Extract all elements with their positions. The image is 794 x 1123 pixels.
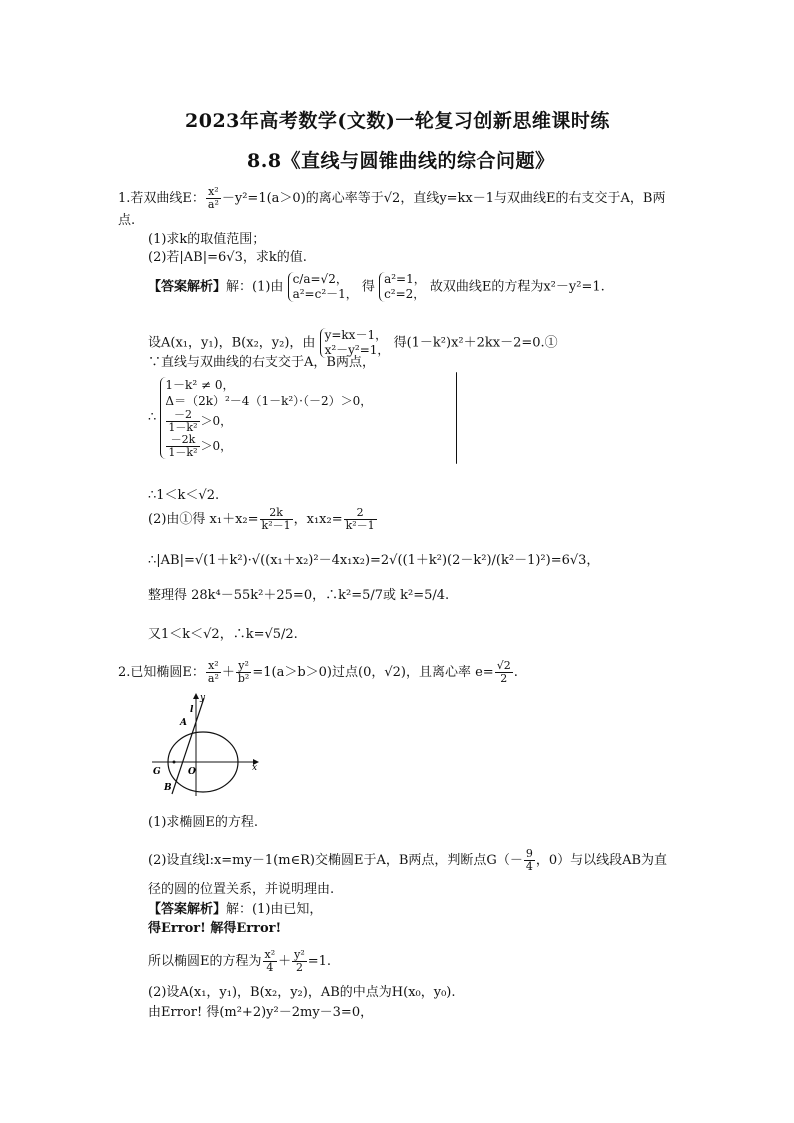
ellipse-figure [148, 690, 263, 800]
problem-1-question-2: (2)若|AB|=6√3，求k的值. [148, 250, 307, 265]
problem-2-ellipse-eq: 所以椭圆E的方程为 $\frac{\text{x²}}{4}$ ＋ $\frac{\text{y²}}{2}$ =1. [148, 948, 332, 974]
problem-1-setup: 设A(x₁，y₁)，B(x₂，y₂)，由 y=kx－1， x²－y²=1， 得(1－k²)x²＋2kx－2=0.① [148, 328, 558, 357]
problem-1-final: 又1＜k＜√2，∴k=√5/2. [148, 627, 298, 642]
page-title: 2023年高考数学(文数)一轮复习创新思维课时练 [185, 110, 610, 132]
figure-label-g: G [153, 767, 161, 777]
problem-2-question-2-cont: 径的圆的位置关系，并说明理由. [148, 882, 335, 897]
problem-1-question-1: (1)求k的取值范围； [148, 232, 266, 247]
problem-1-simplify: 整理得 28k⁴－55k²＋25=0，∴k²=5/7或 k²=5/4. [148, 588, 450, 603]
figure-label-a: A [180, 718, 187, 728]
problem-1-line-1: 1.若双曲线E： $\frac{\text{x²}}{\text{a²}}$ －y²=1(a＞0)的离心率等于√2，直线y=kx－1与双曲线E的右支交于A，B两 [118, 185, 666, 211]
figure-label-o: O [188, 767, 196, 777]
page-subtitle: 8.8《直线与圆锥曲线的综合问题》 [247, 150, 555, 172]
problem-1-because: ∵直线与双曲线的右支交于A，B两点， [148, 355, 375, 370]
figure-label-b: B [164, 783, 172, 793]
problem-1-line-2: 点. [118, 213, 136, 228]
problem-2-error-line: 得Error! 解得Error! [148, 921, 282, 936]
figure-label-l: l [190, 705, 194, 715]
problem-1-conditions: ∴ 1－k² ≠ 0， Δ＝（2k）²－4（1－k²）·（－2）＞0， $\frac{-2}{\text{1－k²}}$ ＞0， $\frac{-2k}{\text{1－k²}}$ ＞0， [148, 372, 457, 464]
figure-label-y: y [200, 693, 206, 703]
problem-2-line-1: 2.已知椭圆E： $\frac{\text{x²}}{\text{a²}}$ ＋ $\frac{\text{y²}}{\text{b²}}$ =1(a＞b＞0)过点(0，√2)，且离心率 e= $\frac{√2}{2}$ . [118, 659, 518, 685]
problem-1-part-2: (2)由①得 x₁＋x₂= $\frac{2k}{\text{k²－1}}$ ，x₁x₂= $\frac{2}{\text{k²－1}}$ [148, 506, 375, 532]
problem-2-part-2-system: 由Error! 得(m²+2)y²－2my－3=0， [148, 1005, 374, 1020]
problem-1-range: ∴1＜k＜√2. [148, 488, 220, 503]
figure-label-x: x [252, 763, 258, 773]
problem-2-question-1: (1)求椭圆E的方程. [148, 815, 259, 830]
problem-2-part-2: (2)设A(x₁，y₁)，B(x₂，y₂)，AB的中点为H(x₀，y₀). [148, 985, 456, 1000]
problem-2-answer-line-1: 【答案解析】解：(1)由已知， [148, 902, 323, 917]
problem-2-question-2: (2)设直线l:x=my－1(m∈R)交椭圆E于A，B两点，判断点G（－ $\frac{9}{4}$ ，0）与以线段AB为直 [148, 847, 668, 873]
problem-1-answer-line-1: 【答案解析】解：(1)由 c/a=√2， a²=c²－1， 得 a²=1， c²=2， 故双曲线E的方程为x²－y²=1. [148, 272, 605, 301]
problem-1-ab-length: ∴|AB|=√(1＋k²)·√((x₁＋x₂)²－4x₁x₂)=2√((1＋k²)(2－k²)/(k²－1)²)=6√3， [148, 553, 600, 568]
